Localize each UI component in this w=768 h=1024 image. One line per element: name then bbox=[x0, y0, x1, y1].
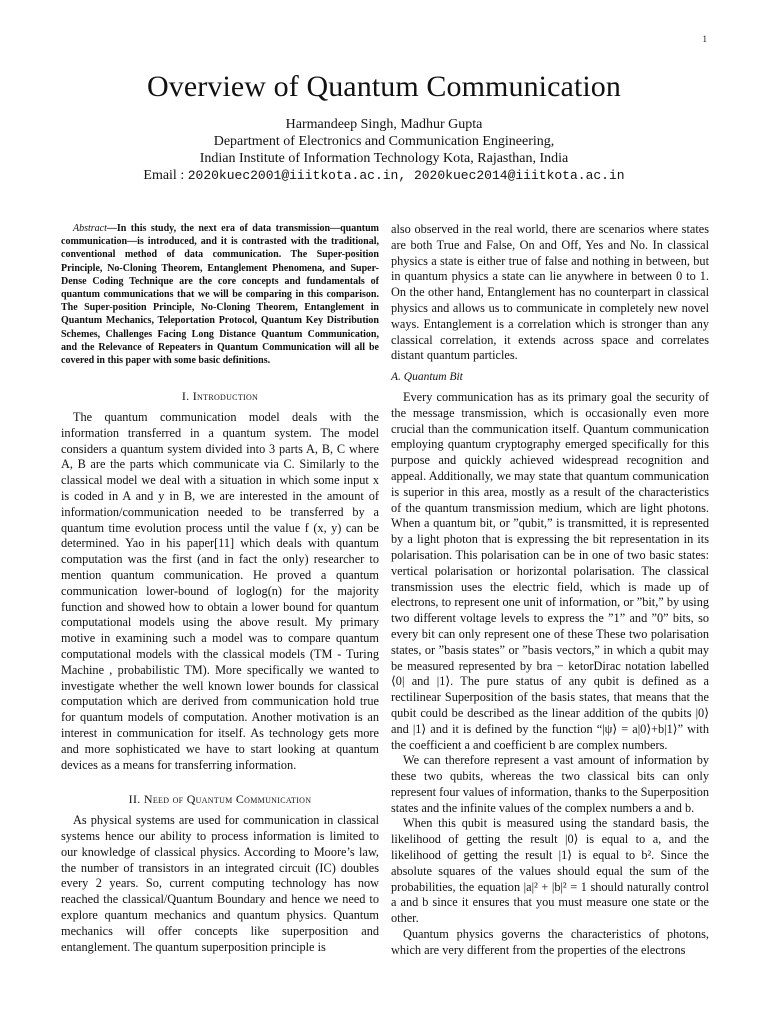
subsection-heading-quantum-bit: A. Quantum Bit bbox=[391, 371, 463, 384]
quantum-bit-paragraph-1: Every communication has as its primary goal the security of the message transmission, which is occasionally even more crucial than the communication itself. Quantum communication employing quantum cryptography emerged specifically for this purpose and quickly achieved widespread recognition and appeal. Additionally, we may state that quantum communication is superior in this area, mostly as a result of the characteristics of the quantum transmission medium, which are light photons. When a quantum bit, or ”qubit,” is transmitted, it is represented by a light photon that is expressing the bit representation in its polarisation. This polarisation can be in one of two basic states: vertical polarisation or horizontal polarisation. The classical transmission uses the electric field, which is made up of electrons, to represent one unit of information, or ”bit,” by using two different voltage levels to express the ”1” and ”0” bits, so every bit can only represent one of these These two polarisation states, or ”basis states” or ”basis vectors,” in which a qubit may be measured represented by bra − ketorDirac notation labelled ⟨0| and |1⟩. The pure status of any qubit is defined as a rectilinear Superposition of the basis states, that means that the qubit could be described as the linear addition of the qubits |0⟩ and |1⟩ and it is defined by the function “|ψ⟩ = a|0⟩+b|1⟩” with the coefficient a and coefficient b are complex numbers. bbox=[391, 389, 709, 752]
section-heading-introduction: I. Introduction bbox=[181, 389, 259, 404]
author-emails: 2020kuec2001@iiitkota.ac.in, 2020kuec2014@iiitkota.ac.in bbox=[187, 168, 625, 183]
author-department: Department of Electronics and Communication Engineering, bbox=[213, 134, 555, 149]
page-number: 1 bbox=[702, 34, 707, 44]
need-paragraph-part2: also observed in the real world, there are scenarios where states are both True and False, On and Off, Yes and No. In classical physics a state is either true of false and nothing in between, but in quantum physics a state can lie anywhere in between 0 to 1. On the other hand, Entanglement has no counterpart in classical physics and allows us to communicate in completely new novel ways. Entanglement is a correlation which is stronger than any classical correlation, it extends across space and correlates distant quantum particles. bbox=[391, 222, 709, 363]
section-heading-need: II. Need of Quantum Communication bbox=[128, 792, 312, 807]
quantum-bit-paragraph-3: When this qubit is measured using the standard basis, the likelihood of getting the result |0⟩ is equal to a, and the likelihood of getting the result |1⟩ is equal to b². Since the absolute squares of the values should equal the sum of the probabilities, the equation |a|² + |b|² = 1 should naturally control a and b since it ensures that you must measure one state or the other. bbox=[391, 816, 709, 926]
author-institute: Indian Institute of Information Technology Kota, Rajasthan, India bbox=[199, 151, 569, 166]
need-paragraph-part1: As physical systems are used for communication in classical systems hence our ability to process information is limited to our knowledge of classical physics. According to Moore’s law, the number of transistors in an integrated circuit (IC) doubles every 2 years. So, current computing technology has now reached the classical/Quantum Boundary and hence we need to explore quantum mechanics and quantum physics. Quantum mechanics will offer concepts like superposition and entanglement. The quantum superposition principle is bbox=[61, 813, 379, 954]
abstract-label: Abstract bbox=[73, 223, 107, 234]
quantum-bit-paragraph-2: We can therefore represent a vast amount of information by these two qubits, whereas the two classical bits can only represent four values of information, thanks to the Superposition states and the infinite values of the complex numbers a and b. bbox=[391, 753, 709, 815]
abstract bbox=[61, 222, 379, 367]
quantum-bit-paragraph-4: Quantum physics governs the characteristics of photons, which are very different from the properties of the electrons bbox=[391, 927, 709, 957]
author-block bbox=[0, 116, 768, 184]
author-names: Harmandeep Singh, Madhur Gupta bbox=[285, 117, 483, 132]
email-label: Email : bbox=[143, 168, 188, 183]
left-column bbox=[61, 222, 379, 955]
abstract-text: —In this study, the next era of data transmission—quantum communication—is introduced, and it is contrasted with the traditional, conventional method of data communication. The Super-position Principle, No-Cloning Theorem, Entanglement Phenomena, and Super-Dense Coding Technique are the core concepts and fundamentals of quantum communications that we will be comparing in this comparison. The Super-position Principle, No-Cloning Theorem, Entanglement in Quantum Mechanics, Teleportation Protocol, Quantum Key Distribution Schemes, Challenges Facing Long Distance Quantum Communication, and the Relevance of Repeaters in Quantum Communication will all be covered in this paper with some basic definitions. bbox=[61, 223, 379, 367]
author-emails-line bbox=[0, 167, 768, 184]
right-column bbox=[391, 222, 709, 959]
paper-title: Overview of Quantum Communication bbox=[146, 70, 622, 103]
introduction-paragraph: The quantum communication model deals with the information transferred in a quantum system. The model considers a quantum system divided into 3 parts A, B, C where A, B are the parts which communicate via C. Similarly to the classical model we deal with a situation in which some input x is coded in A and y in B, we are interested in the amount of information/communication needed to be transferred by a quantum time evolution process until the value f (x, y) can be determined. Yao in his paper[11] which deals with quantum computation was the first (and in fact the only) researcher to mention quantum communication. He proved a quantum communication lower-bound of loglog(n) for the majority function and showed how to obtain a lower bound for quantum computational models using the above result. My primary motive in examining such a model was to compare quantum computational models with the classical models (TM - Turing Machine , probabilistic TM). More specifically we wanted to investigate whether the well known lower bounds for classical computation which are derived from communication hold true for quantum models of computation. Another motivation is an interest in communication for itself. As technology gets more and more sophisticated we have to start looking at quantum devices as a means for transferring information. bbox=[61, 410, 379, 772]
